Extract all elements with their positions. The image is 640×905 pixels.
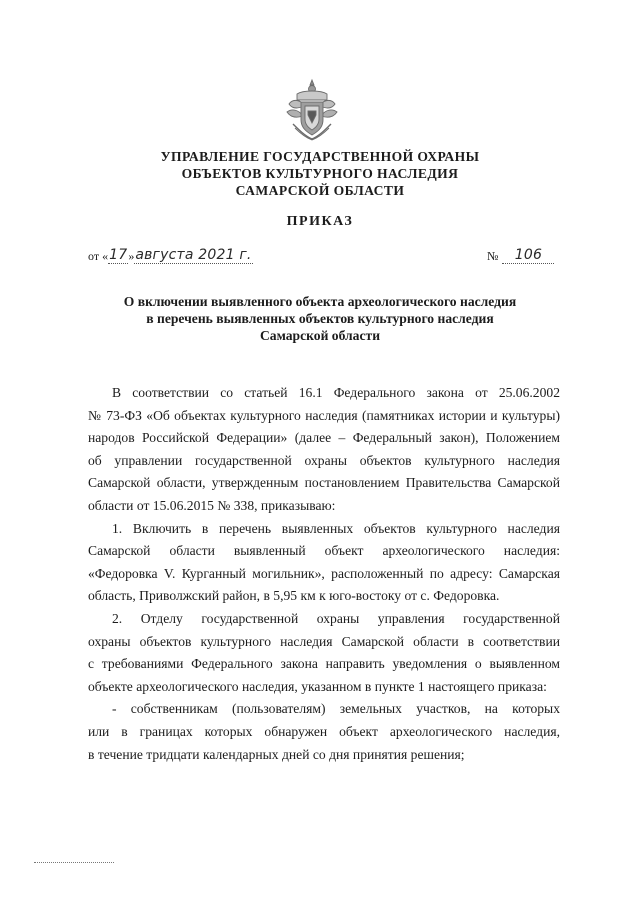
document-number xyxy=(487,247,554,264)
subject-line: О включении выявленного объекта археологического наследия xyxy=(123,294,517,309)
subject-line: Самарской области xyxy=(259,328,381,343)
body-line: с требованиями Федерального закона направить уведомления о выявленном xyxy=(88,656,560,672)
date-prefix: от « xyxy=(88,249,109,263)
body-line: - собственникам (пользователям) земельных участков, на которых xyxy=(112,701,560,717)
coat-of-arms-icon xyxy=(283,78,341,142)
body-line: область, Приволжский район, в 5,95 км к юго-востоку от с. Федоровка. xyxy=(88,588,500,604)
body-line: 2. Отделу государственной охраны управления государственной xyxy=(112,610,560,626)
organization-line: ОБЪЕКТОВ КУЛЬТУРНОГО НАСЛЕДИЯ xyxy=(181,166,459,181)
organization-name xyxy=(0,148,640,199)
body-line: народов Российской Федерации» (далее – Федеральный закон), Положением xyxy=(88,430,560,446)
document-subject xyxy=(0,293,640,344)
document-date xyxy=(88,247,253,264)
subject-line: в перечень выявленных объектов культурного наследия xyxy=(146,311,494,326)
body-line: области от 15.06.2015 № 338, приказываю: xyxy=(88,497,336,513)
organization-line: УПРАВЛЕНИЕ ГОСУДАРСТВЕННОЙ ОХРАНЫ xyxy=(160,149,480,164)
number-prefix: № xyxy=(487,249,499,263)
organization-line: САМАРСКОЙ ОБЛАСТИ xyxy=(235,183,405,198)
body-line: в течение тридцати календарных дней со дня принятия решения; xyxy=(88,746,465,762)
document-type: ПРИКАЗ xyxy=(286,214,354,229)
body-line: «Федоровка V. Курганный могильник», расположенный по адресу: Самарская xyxy=(88,565,560,581)
body-line: охраны объектов культурного наследия Самарской области в соответствии xyxy=(88,633,560,649)
body-line: об управлении государственной охраны объектов культурного наследия xyxy=(88,452,560,468)
body-line: Самарской области выявленный объект археологического наследия: xyxy=(88,543,560,559)
date-day: 17 xyxy=(109,247,128,263)
body-line: или в границах которых обнаружен объект археологического наследия, xyxy=(88,723,560,739)
body-line: 1. Включить в перечень выявленных объектов культурного наследия xyxy=(112,520,560,536)
footer-divider xyxy=(34,862,114,863)
body-line: В соответствии со статьей 16.1 Федерального закона от 25.06.2002 xyxy=(112,385,560,400)
date-month-year: августа 2021 г. xyxy=(135,247,252,263)
body-line: объекте археологического наследия, указанном в пункте 1 настоящего приказа: xyxy=(88,678,547,694)
date-mid: » xyxy=(128,249,135,263)
document-body xyxy=(88,382,560,766)
body-line: № 73-ФЗ «Об объектах культурного наследия (памятниках истории и культуры) xyxy=(88,407,560,423)
body-line: Самарской области, утвержденным постановлением Правительства Самарской xyxy=(88,475,560,491)
number-value: 106 xyxy=(502,247,554,264)
